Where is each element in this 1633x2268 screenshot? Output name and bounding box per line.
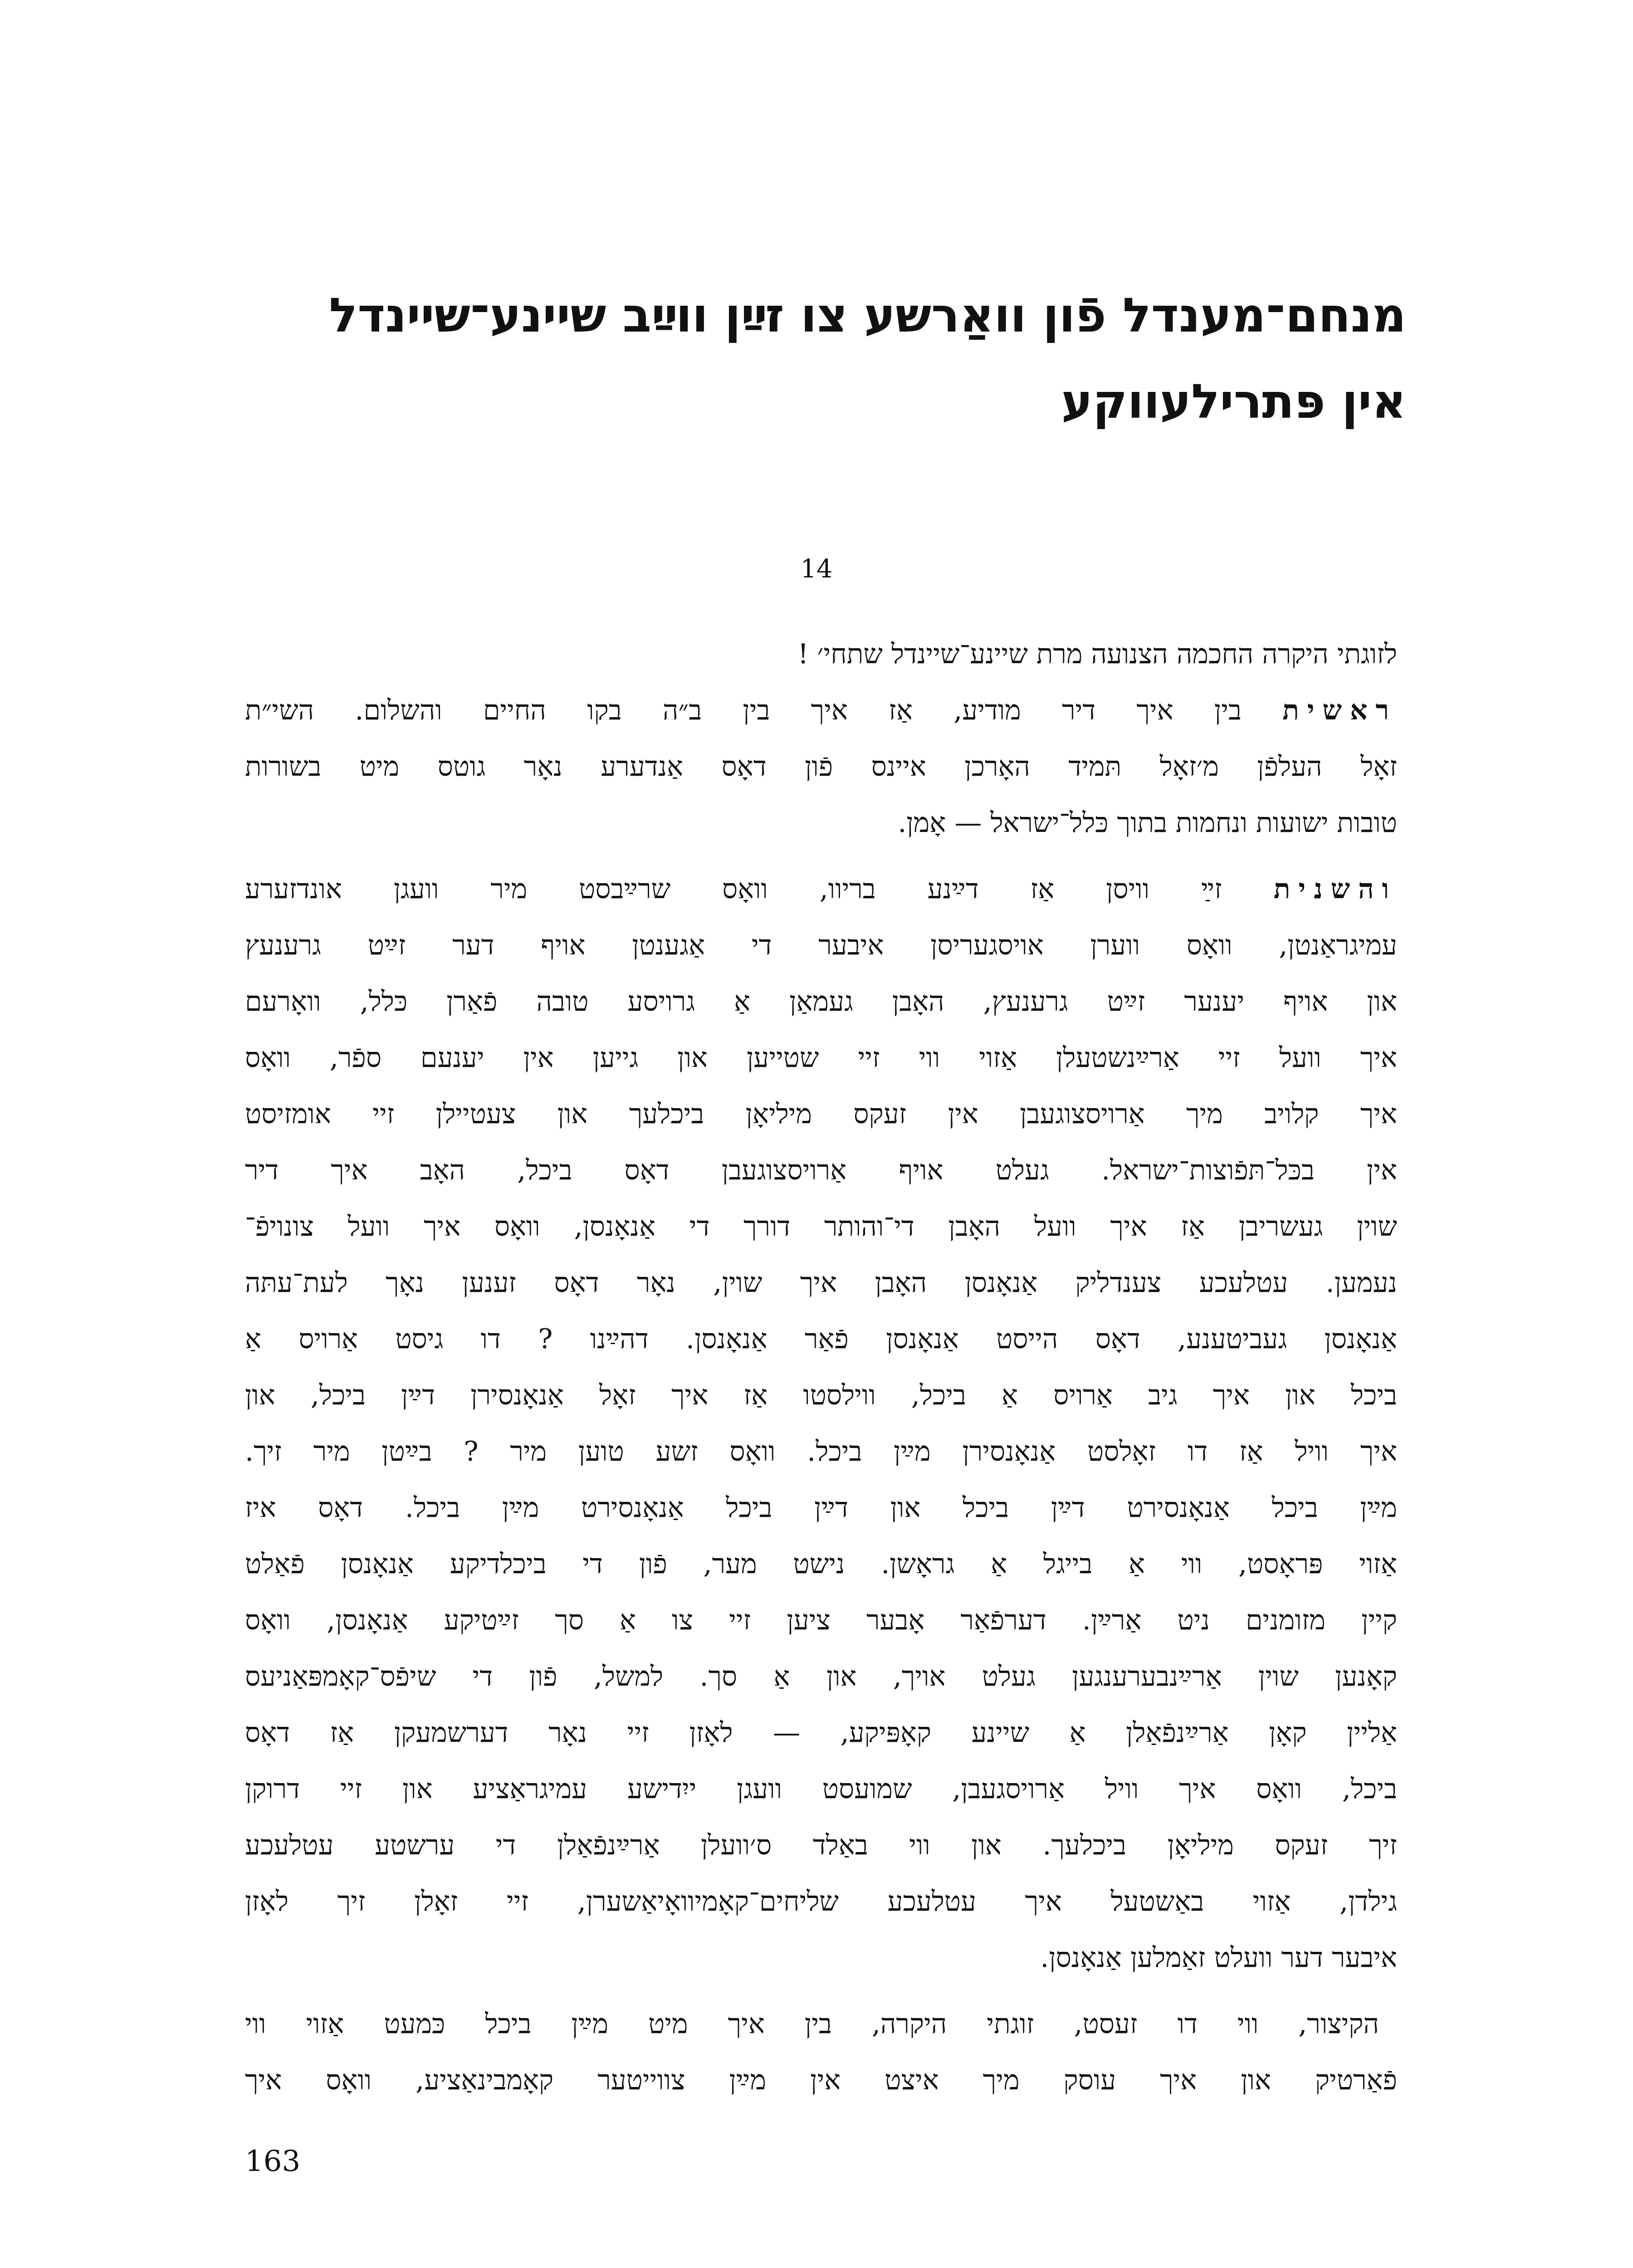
page-number: 163 [245,2145,301,2178]
paragraph-2-line-14: קיין מזומנים ניט אַרײַן. דערפֿאַר אָבער ציען זיי צו אַ סך זײַטיקע אַנאָנסן, וואָס [245,1604,1397,1636]
paragraph-2-line-9: אַנאָנסן געביטענע, דאָס הייסט אַנאָנסן פֿאַר אַנאָנסן. דהײַנו ? דו גיסט אַרויס אַ [245,1323,1397,1355]
title-line-2: אין פּתרילעווקע [1061,374,1406,429]
paragraph-2-line-10: ביכל און איך גיב אַרויס אַ ביכל, ווילסטו אַז איך זאָל אַנאָנסירן דײַן ביכל, און [245,1379,1397,1411]
salutation: לזוגתי היקרה החכמה הצנועה מרת שיינע־שיינדל שתחי׳ ! [797,638,1397,670]
paragraph-3-line-2: פֿאַרטיק און איך עוסק מיך איצט אין מײַן צווייטער קאָמבינאַציע, וואָס איך [245,2064,1397,2096]
letter-body [245,626,1397,2108]
paragraph-2-line-18: זיך זעקס מיליאָן ביכלעך. און ווי באַלד ס׳וועלן אַרײַנפֿאַלן די ערשטע עטלעכע [245,1829,1397,1861]
paragraph-2-line-2: עמיגראַנטן, וואָס ווערן אויסגעריסן איבער די אַגענטן אויף דער זײַט גרענעץ [245,929,1397,961]
paragraph-2-line-20: איבער דער וועלט זאַמלען אַנאָנסן. [1040,1942,1397,1974]
title-line-1: מנחם־מענדל פֿון וואַרשע צו זײַן ווײַב שיינע־שיינדל [329,288,1406,343]
paragraph-2-line-8: נעמען. עטלעכע צענדליק אַנאָנסן האָבן איך שוין, נאָר דאָס זענען נאָך לעת־עתּה [245,1267,1397,1299]
paragraph-2-line-11: איך וויל אַז דו זאָלסט אַנאָנסירן מײַן ביכל. וואָס זשע טוען מיר ? בײַטן מיר זיך. [245,1436,1397,1467]
paragraph-2-line-16: אַליין קאָן אַרײַנפֿאַלן אַ שיינע קאָפּיקע, — לאָזן זיי נאָר דערשמעקן אַז דאָס [245,1717,1397,1749]
paragraph-2-line-1-text: זײַ וויסן אַז דײַנע בריוו, וואָס שרײַבסט מיר וועגן אונדזערע [245,873,1222,905]
paragraph-1-line-1 [245,682,1397,738]
paragraph-2-line-15: קאָנען שוין אַרײַנבערענגען געלט אויך, און אַ סך. למשל, פֿון די שיפֿס־קאָמפּאַניעס [245,1661,1397,1692]
paragraph-2-line-17: ביכל, וואָס איך וויל אַרויסגעבן, שמועסט וועגן ייִדישע עמיגראַציע און זיי דרוקן [245,1773,1397,1805]
paragraph-1-line-1-text: בין איך דיר מודיע, אַז איך בין ב״ה בקו החיים והשלום. השי״ת [245,694,1242,726]
paragraph-1-line-3: טובות ישועות ונחמות בתוך כּלל־ישראל — אָמן. [898,807,1397,839]
paragraph-2-line-12: מײַן ביכל אַנאָנסירט דײַן ביכל און דײַן ביכל אַנאָנסירט מײַן ביכל. דאָס איז [245,1492,1397,1524]
paragraph-2-line-19: גילדן, אַזוי באַשטעל איך עטלעכע שליחים־קאָמיוואָיאַשערן, זיי זאָלן זיך לאָזן [245,1886,1397,1917]
paragraph-2-line-4: איך וועל זיי אַרײַנשטעלן אַזוי ווי זיי שטייען און גייען אין יענעם ספֿר, וואָס [245,1042,1397,1074]
paragraph-2-line-13: אַזוי פּראָסט, ווי אַ בייגל אַ גראָשן. נישט מער, פֿון די ביכלדיקע אַנאָנסן פֿאַלט [245,1548,1397,1580]
paragraph-2-line-7: שוין געשריבן אַז איך וועל האָבן די־והותר דורך די אַנאָנסן, וואָס איך וועל צונויפֿ־ [245,1211,1397,1242]
paragraph-1-line-2: זאָל העלפֿן מ׳זאָל תּמיד האָרכן איינס פֿון דאָס אַנדערע נאָר גוטס מיט בשורות [245,751,1397,782]
letter-number: 14 [800,554,833,584]
paragraph-2-line-6: אין בכּל־תּפֿוצות־ישראל. געלט אויף אַרויסצוגעבן דאָס ביכל, האָב איך דיר [245,1154,1397,1186]
paragraph-1-lead-word: ראשית [1282,694,1397,726]
paragraph-2-lead-word: והשנית [1273,873,1397,905]
paragraph-2-line-3: און אויף יענער זײַט גרענעץ, האָבן געמאַן אַ גרויסע טובה פֿאַרן כּלל, וואָרעם [245,986,1397,1017]
paragraph-2-line-1 [245,861,1397,917]
letter-title [329,272,1406,445]
paragraph-3-line-1: הקיצור, ווי דו זעסט, זוגתי היקרה, בין איך מיט מײַן ביכל כּמעט אַזוי ווי [245,2008,1379,2040]
paragraph-2-line-5: איך קלויב מיך אַרויסצוגעבן אין זעקס מיליאָן ביכלעך און צעטיילן זיי אומזיסט [245,1098,1397,1130]
